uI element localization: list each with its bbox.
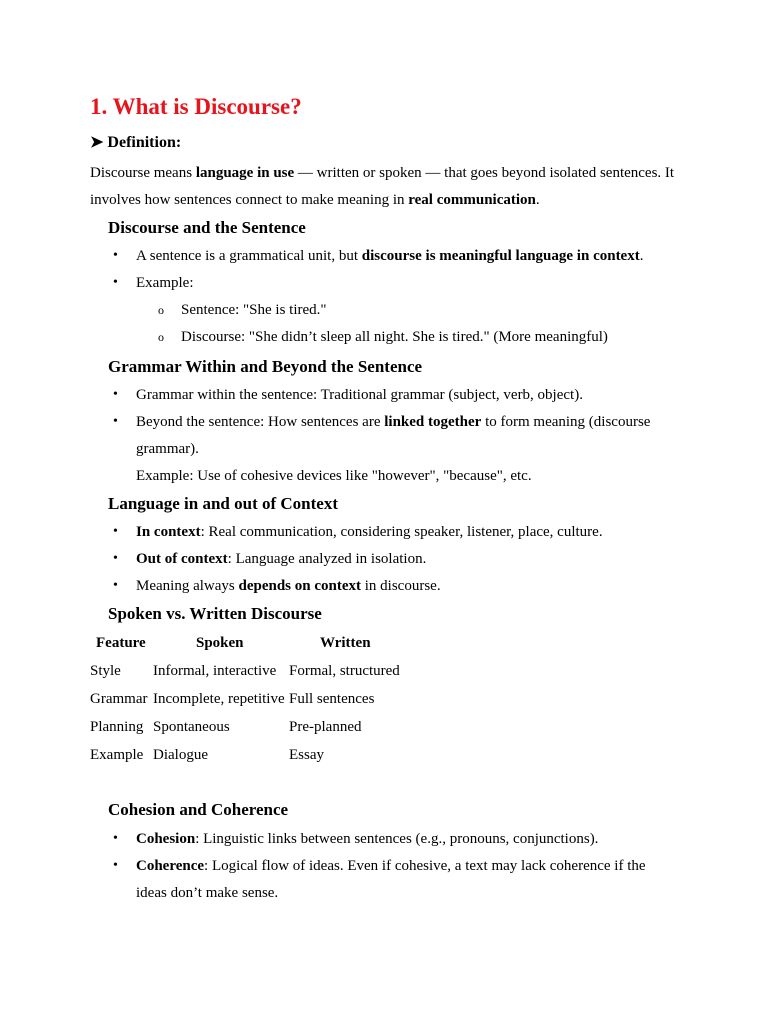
table-header-cell: Spoken: [196, 635, 244, 651]
table-cell: Dialogue: [153, 747, 208, 763]
table-header-cell: Feature: [96, 635, 146, 651]
section-heading-cohesion-coherence: Cohesion and Coherence: [108, 800, 289, 819]
list-item: Beyond the sentence: How sentences are linked together to form meaning (discourse: [136, 414, 651, 430]
sub-list-item: Discourse: "She didn’t sleep all night. She is tired." (More meaningful): [181, 329, 608, 345]
table-cell: Example: [90, 747, 144, 763]
bullet-icon: •: [113, 248, 118, 263]
bullet-icon: •: [113, 524, 118, 539]
sub-list-item: Sentence: "She is tired.": [181, 302, 327, 318]
sub-bullet-icon: o: [158, 303, 164, 317]
list-item: A sentence is a grammatical unit, but discourse is meaningful language in context.: [136, 248, 644, 264]
list-item: Meaning always depends on context in discourse.: [136, 578, 441, 594]
bullet-icon: •: [113, 551, 118, 566]
bullet-icon: •: [113, 578, 118, 593]
table-cell: Style: [90, 663, 121, 679]
sub-bullet-icon: o: [158, 330, 164, 344]
section-heading-context: Language in and out of Context: [108, 494, 339, 513]
definition-heading-label: Definition:: [107, 134, 182, 151]
bullet-icon: •: [113, 414, 118, 429]
page-title: 1. What is Discourse?: [90, 94, 302, 119]
definition-heading: [90, 132, 181, 154]
list-item: Coherence: Logical flow of ideas. Even if cohesive, a text may lack coherence if the: [136, 858, 646, 874]
list-item: Out of context: Language analyzed in isolation.: [136, 551, 427, 567]
table-cell: Essay: [289, 747, 324, 763]
bullet-icon: •: [113, 387, 118, 402]
bullet-icon: •: [113, 831, 118, 846]
table-cell: Planning: [90, 719, 144, 735]
table-cell: Incomplete, repetitive: [153, 691, 285, 707]
list-item: Example:: [136, 275, 194, 291]
table-cell: Spontaneous: [153, 719, 230, 735]
section-heading-grammar: Grammar Within and Beyond the Sentence: [108, 357, 423, 376]
list-item: In context: Real communication, considering speaker, listener, place, culture.: [136, 524, 603, 540]
list-item-continuation: grammar).: [136, 441, 199, 457]
table-cell: Pre-planned: [289, 719, 362, 735]
table-cell: Grammar: [90, 691, 148, 707]
bullet-icon: •: [113, 858, 118, 873]
definition-line-2: involves how sentences connect to make meaning in real communication.: [90, 192, 540, 208]
list-item: Grammar within the sentence: Traditional grammar (subject, verb, object).: [136, 387, 583, 403]
bullet-icon: •: [113, 275, 118, 290]
arrow-marker-icon: ➤: [90, 134, 104, 151]
list-item-example: Example: Use of cohesive devices like "however", "because", etc.: [136, 468, 532, 484]
table-cell: Informal, interactive: [153, 663, 277, 679]
definition-line-1: Discourse means language in use — written or spoken — that goes beyond isolated sentences. It: [90, 165, 675, 181]
table-cell: Full sentences: [289, 691, 375, 707]
table-header-cell: Written: [320, 635, 371, 651]
table-cell: Formal, structured: [289, 663, 400, 679]
list-item: Cohesion: Linguistic links between sentences (e.g., pronouns, conjunctions).: [136, 831, 599, 847]
list-item-continuation: ideas don’t make sense.: [136, 885, 279, 901]
section-heading-spoken-written: Spoken vs. Written Discourse: [108, 604, 322, 623]
section-heading-discourse-sentence: Discourse and the Sentence: [108, 218, 306, 237]
